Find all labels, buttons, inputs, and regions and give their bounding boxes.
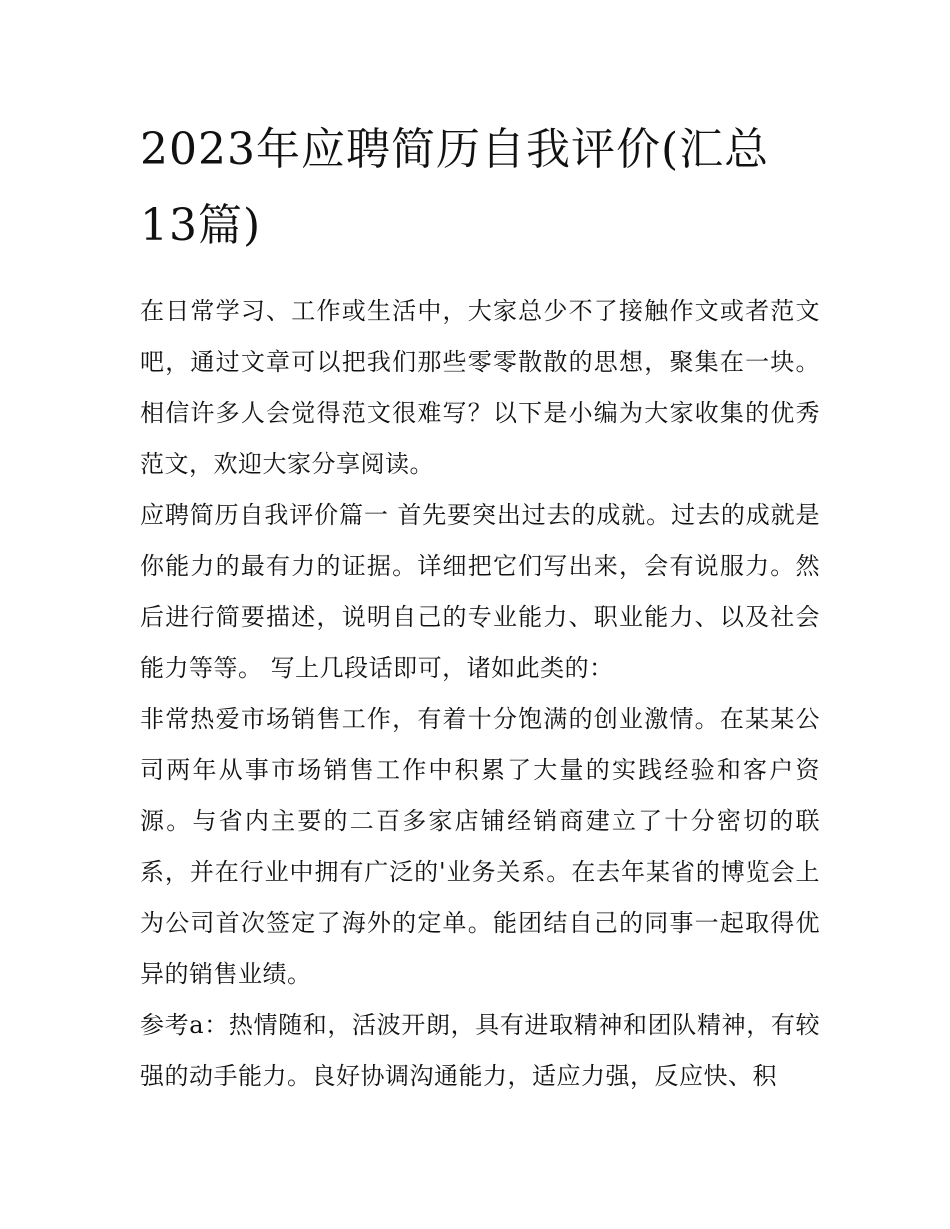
document-title: 2023年应聘简历自我评价(汇总13篇) <box>140 124 770 251</box>
paragraph-sales-example: 非常热爱市场销售工作，有着十分饱满的创业激情。在某某公司两年从事市场销售工作中积累了大量的实践经验和客户资源。与省内主要的二百多家店铺经销商建立了十分密切的联系，并在行业中拥有广泛的'业务关系。在去年某省的博览会上为公司首次签定了海外的定单。能团结自己的同事一起取得优异的销售业绩。 <box>140 705 820 988</box>
document-body <box>140 286 820 1102</box>
paragraph-intro: 在日常学习、工作或生活中，大家总少不了接触作文或者范文吧，通过文章可以把我们那些零零散散的思想，聚集在一块。相信许多人会觉得范文很难写？以下是小编为大家收集的优秀范文，欢迎大家分享阅读。 <box>140 297 820 478</box>
document-content <box>140 112 820 1102</box>
paragraph-reference-a: 参考a：热情随和，活波开朗，具有进取精神和团队精神，有较强的动手能力。良好协调沟通能力，适应力强，反应快、积 <box>140 1011 820 1090</box>
paragraph-section-one: 应聘简历自我评价篇一 首先要突出过去的成就。过去的成就是你能力的最有力的证据。详细把它们写出来，会有说服力。然后进行简要描述，说明自己的专业能力、职业能力、以及社会能力等等。 写上几段话即可，诸如此类的： <box>140 501 820 682</box>
